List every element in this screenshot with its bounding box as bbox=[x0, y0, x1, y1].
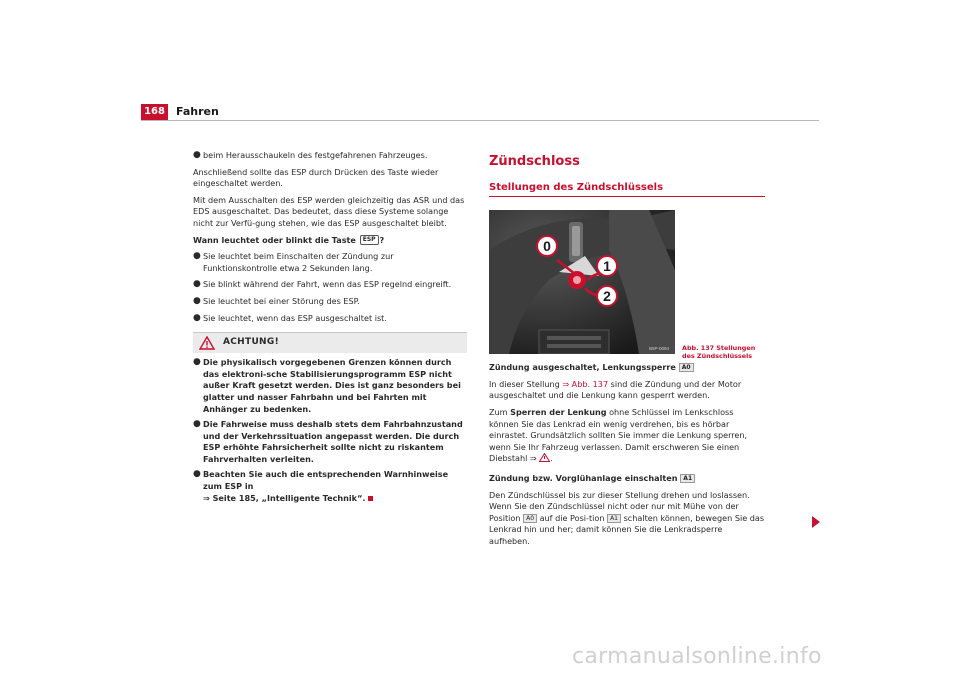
bullet-icon: ● bbox=[193, 312, 201, 323]
bullet-icon: ● bbox=[193, 251, 201, 262]
page-number: 168 bbox=[141, 104, 168, 120]
paragraph-heading bbox=[489, 473, 765, 485]
paragraph-text: Den Zündschlüssel bis zur dieser Stellung drehen und loslassen. Wenn Sie den Zündschlüssel nicht oder nur mit Mühe von der Position bbox=[489, 489, 750, 523]
warning-header bbox=[193, 333, 467, 353]
position-a1-badge: A1 bbox=[607, 514, 621, 523]
section-heading: Zündschloss bbox=[489, 154, 580, 169]
figure-label-2: 2 bbox=[603, 288, 611, 305]
left-column bbox=[193, 150, 467, 508]
question-mark: ? bbox=[379, 234, 385, 245]
warning-body bbox=[193, 353, 467, 504]
list-item bbox=[193, 296, 467, 308]
list-item-text: Sie leuchtet bei einer Störung des ESP. bbox=[203, 295, 360, 306]
bullet-icon: ● bbox=[193, 419, 201, 430]
esp-key-icon: ESP bbox=[360, 235, 379, 245]
paragraph-text: In dieser Stellung bbox=[489, 378, 560, 389]
header-divider bbox=[141, 120, 819, 121]
paragraph-text: sind die Zündung und der Motor ausgeschaltet und die Lenkung kann gesperrt werden. bbox=[489, 378, 742, 401]
list-item bbox=[193, 419, 467, 465]
page-title: Fahren bbox=[176, 105, 219, 118]
bullet-icon: ● bbox=[193, 279, 201, 290]
list-item-text bbox=[203, 469, 467, 504]
list-item-text: Die physikalisch vorgegebenen Grenzen können durch das elektroni-sche Stabilisierungsprogramm ESP nicht außer Kraft gesetzt werden. Dies ist ganz besonders bei glatter und nasser Fahrbahn und bei Fahrten mit Anhänger zu bedenken. bbox=[203, 357, 461, 414]
paragraph: Zum Sperren der Lenkung ohne Schlüssel im Lenkschloss können Sie das Lenkrad ein wenig verdrehen, bis es hörbar einrastet. Grundsätzlich sollten Sie immer die Lenkung sperren, wenn Sie Ihr Fahrzeug verlassen. Damit erschweren Sie einen Diebstahl ⇒ . bbox=[489, 406, 748, 464]
list-item bbox=[193, 150, 467, 162]
paragraph-bold-text: Sperren der Lenkung bbox=[510, 406, 607, 417]
list-item-text: Sie leuchtet beim Einschalten der Zündung zur Funktionskontrolle etwa 2 Sekunden lang. bbox=[203, 251, 394, 273]
subsection-heading: Stellungen des Zündschlüssels bbox=[489, 181, 664, 193]
bullet-icon: ● bbox=[193, 469, 201, 480]
paragraph-text: schalten können, bewegen Sie das Lenkrad hin und her; damit können Sie die Lenkradsperre aufheben. bbox=[489, 512, 765, 546]
watermark: carmanualsonline.info bbox=[572, 644, 822, 669]
bullet-icon: ● bbox=[193, 150, 201, 160]
paragraph-text: auf die Posi-tion bbox=[539, 512, 605, 523]
paragraph-heading-text: Zündung bzw. Vorglühanlage einschalten bbox=[489, 472, 678, 483]
position-a0-badge: A0 bbox=[679, 363, 694, 372]
list-item-text: Die Fahrweise muss deshalb stets dem Fahrbahnzustand und der Verkehrssituation angepasst werden. Die durch ESP erhöhte Fahrsicherheit sollte nicht zu riskantem Fahrverhalten verleiten. bbox=[203, 419, 463, 464]
bullet-icon: ● bbox=[193, 295, 201, 306]
figure-label-0: 0 bbox=[543, 238, 551, 255]
cross-reference-link[interactable]: ⇒ Seite 185, „Intelligente Technik“. bbox=[203, 492, 366, 503]
bullet-icon: ● bbox=[193, 357, 201, 368]
end-mark-icon bbox=[368, 496, 373, 501]
paragraph-text: Zum bbox=[489, 406, 508, 417]
list-item bbox=[193, 469, 467, 504]
warning-triangle-icon[interactable] bbox=[539, 453, 550, 462]
ignition-key-figure bbox=[489, 210, 675, 354]
paragraph: Anschließend sollte das ESP durch Drücken des Taste wieder eingeschaltet werden. bbox=[193, 166, 439, 189]
paragraph-heading-text: Zündung ausgeschaltet, Lenkungssperre bbox=[489, 362, 676, 373]
list-item-text: Sie blinkt während der Fahrt, wenn das ESP regelnd eingreift. bbox=[203, 279, 452, 290]
list-item bbox=[193, 313, 467, 325]
paragraph: Mit dem Ausschalten des ESP werden gleichzeitig das ASR und das EDS ausgeschaltet. Das bedeutet, dass diese Systeme solange nicht zur Verfü-gung stehen, wie das ESP ausgeschaltet bleibt. bbox=[193, 194, 465, 228]
figure-reference-link[interactable]: ⇒ Abb. 137 bbox=[562, 378, 609, 389]
question-text: Wann leuchtet oder blinkt die Taste bbox=[193, 234, 356, 245]
question-heading bbox=[193, 235, 467, 247]
next-page-arrow-icon[interactable] bbox=[812, 516, 820, 528]
ignition-illustration bbox=[489, 210, 675, 354]
position-a1-badge: A1 bbox=[680, 474, 695, 483]
paragraph-heading bbox=[489, 362, 765, 374]
paragraph bbox=[489, 490, 765, 548]
list-item-text: beim Herausschaukeln des festgefahrenen Fahrzeuges. bbox=[203, 150, 428, 160]
list-item-text: Sie leuchtet, wenn das ESP ausgeschaltet ist. bbox=[203, 312, 387, 323]
warning-title: ACHTUNG! bbox=[223, 337, 279, 348]
position-a0-badge: A0 bbox=[523, 514, 537, 523]
figure-code: B5P-0094 bbox=[648, 346, 669, 352]
warning-last-text: Beachten Sie auch die entsprechenden Warnhinweise zum ESP in bbox=[203, 469, 449, 492]
figure-label-1: 1 bbox=[603, 258, 611, 275]
paragraph-text: ohne Schlüssel im Lenkschloss können Sie das Lenkrad ein wenig verdrehen, bis es hörbar einrastet. Grundsätzlich sollten Sie immer die Lenkung sperren, wenn Sie Ihr Fahrzeug verlassen. Damit erschweren Sie einen Diebstahl ⇒ bbox=[489, 406, 748, 464]
subsection-divider bbox=[489, 196, 765, 197]
warning-triangle-icon bbox=[199, 336, 215, 350]
paragraph bbox=[489, 379, 765, 402]
figure-caption: Abb. 137 Stellungen des Zündschlüssels bbox=[682, 344, 756, 360]
warning-box bbox=[193, 332, 467, 504]
list-item bbox=[193, 279, 467, 291]
list-item bbox=[193, 357, 467, 415]
list-item bbox=[193, 251, 467, 274]
